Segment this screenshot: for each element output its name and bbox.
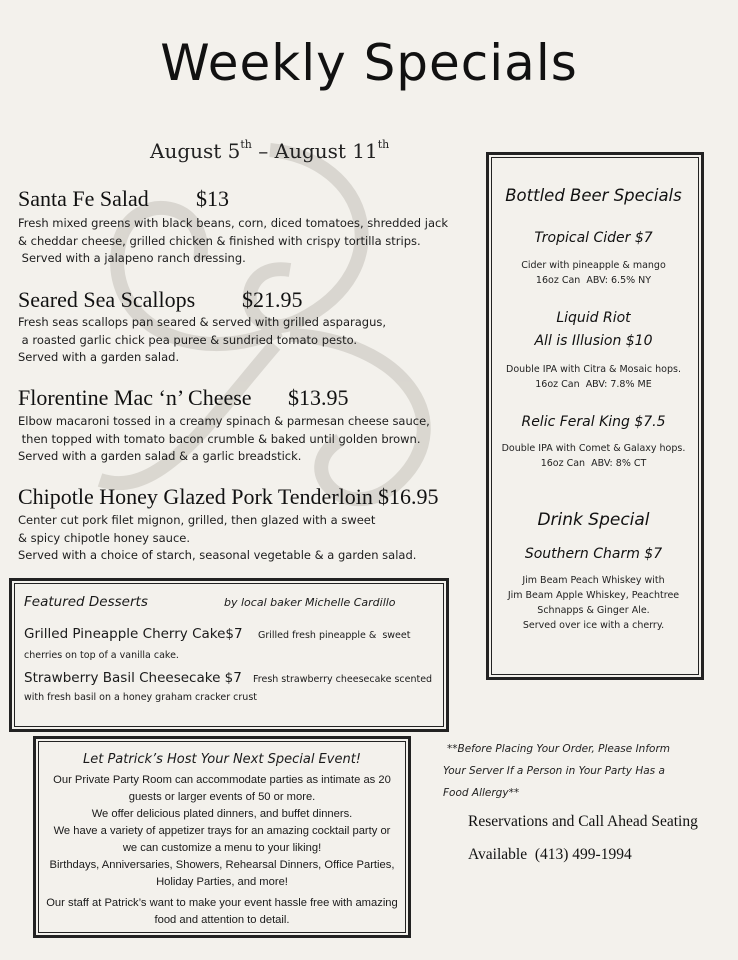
event-line: Holiday Parties, and more!: [156, 876, 288, 888]
event-line: Our Private Party Room can accommodate parties as intimate as 20: [53, 774, 391, 786]
dessert-name: Strawberry Basil Cheesecake $7: [24, 670, 242, 686]
entree-name: Florentine Mac ‘n’ Cheese: [18, 385, 252, 410]
detail-line: Schnapps & Ginger Ale.: [537, 605, 650, 616]
dessert-desc: Fresh strawberry cheesecake scented: [253, 674, 433, 685]
event-line: Our staff at Patrick’s want to make your event hassle free with amazing: [46, 897, 398, 909]
entree-description: [18, 215, 468, 268]
reservations-phone: Available (413) 499-1994: [468, 846, 632, 863]
entree-price: $16.95: [378, 484, 439, 509]
desserts-title: Featured Desserts: [24, 594, 148, 610]
date-start: August 5: [150, 139, 241, 163]
desc-line: Elbow macaroni tossed in a creamy spinach & parmesan cheese sauce,: [18, 414, 430, 428]
note-line: Your Server If a Person in Your Party Has a: [443, 765, 665, 777]
detail-line: Jim Beam Peach Whiskey with: [522, 575, 665, 586]
drink-special-name: Southern Charm $7: [524, 546, 663, 562]
note-line: **Before Placing Your Order, Please Inform: [447, 743, 670, 755]
beer-specials-title: Bottled Beer Specials: [505, 186, 682, 205]
dessert-name: Grilled Pineapple Cherry Cake$7: [24, 626, 243, 642]
desc-line: Served with a jalapeno ranch dressing.: [18, 251, 246, 265]
entree-price: $13.95: [288, 385, 349, 410]
event-line: Birthdays, Anniversaries, Showers, Rehearsal Dinners, Office Parties,: [49, 859, 395, 871]
entree-name: Santa Fe Salad: [18, 186, 149, 211]
desc-line: Served with a garden salad.: [18, 350, 180, 364]
desc-line: Fresh mixed greens with black beans, corn, diced tomatoes, shredded jack: [18, 216, 448, 230]
date-range: [150, 138, 389, 163]
detail-line: 16oz Can ABV: 7.8% ME: [535, 379, 652, 390]
dessert-desc: Grilled fresh pineapple & sweet: [258, 630, 411, 641]
entree-name: Chipotle Honey Glazed Pork Tenderloin: [18, 484, 373, 509]
event-description: [33, 772, 411, 929]
event-title: Let Patrick’s Host Your Next Special Event!: [82, 752, 362, 767]
beer-item-name: Liquid Riot: [556, 310, 631, 326]
reservations-line: Reservations and Call Ahead Seating: [468, 813, 698, 830]
date-dash: –: [251, 139, 275, 163]
beer-item-name: Tropical Cider $7: [534, 230, 653, 246]
date-end: August 11: [274, 139, 378, 163]
desc-line: then topped with tomato bacon crumble & baked until golden brown.: [18, 431, 421, 446]
event-line: we can customize a menu to your liking!: [122, 842, 322, 854]
beer-item-name: Relic Feral King $7.5: [521, 414, 666, 430]
detail-line: Double IPA with Comet & Galaxy hops.: [501, 443, 686, 454]
entree-description: [18, 512, 468, 565]
event-line: food and attention to detail.: [154, 914, 290, 926]
event-line: We have a variety of appetizer trays for an amazing cocktail party or: [53, 825, 391, 837]
beer-item-details: [486, 362, 701, 392]
event-line: guests or larger events of 50 or more.: [128, 791, 316, 803]
event-line: We offer delicious plated dinners, and buffet dinners.: [91, 808, 353, 820]
detail-line: Cider with pineapple & mango: [521, 260, 666, 271]
allergy-note: [443, 738, 733, 804]
beer-item-details: [486, 258, 701, 288]
entree-price: $13: [196, 186, 229, 211]
date-end-suffix: th: [377, 138, 390, 151]
note-line: Food Allergy**: [443, 787, 520, 799]
beer-item-details: [486, 441, 701, 471]
dessert-desc: with fresh basil on a honey graham cracker crust: [24, 692, 257, 703]
desc-line: & spicy chipotle honey sauce.: [18, 530, 191, 545]
beer-item-name-2: All is Illusion $10: [534, 333, 653, 349]
desc-line: Served with a garden salad & a garlic breadstick.: [18, 449, 302, 463]
detail-line: Double IPA with Citra & Mosaic hops.: [506, 364, 681, 375]
drink-special-details: [486, 573, 701, 633]
desc-line: Served with a choice of starch, seasonal vegetable & a garden salad.: [18, 548, 417, 562]
dessert-desc: cherries on top of a vanilla cake.: [24, 650, 179, 661]
entree-name: Seared Sea Scallops: [18, 287, 196, 312]
entree-description: [18, 314, 468, 367]
desc-line: & cheddar cheese, grilled chicken & finished with crispy tortilla strips.: [18, 233, 421, 248]
desc-line: Fresh seas scallops pan seared & served with grilled asparagus,: [18, 315, 387, 329]
date-start-suffix: th: [240, 138, 252, 151]
desc-line: Center cut pork filet mignon, grilled, then glazed with a sweet: [18, 513, 376, 527]
desc-line: a roasted garlic chick pea puree & sundried tomato pesto.: [18, 332, 358, 347]
detail-line: 16oz Can ABV: 6.5% NY: [535, 275, 652, 286]
page-title: Weekly Specials: [160, 34, 578, 92]
detail-line: Served over ice with a cherry.: [522, 620, 665, 631]
drink-special-title: Drink Special: [537, 510, 650, 530]
entree-description: [18, 413, 468, 466]
detail-line: 16oz Can ABV: 8% CT: [540, 458, 647, 469]
detail-line: Jim Beam Apple Whiskey, Peachtree: [507, 590, 680, 601]
desserts-byline: by local baker Michelle Cardillo: [224, 596, 396, 609]
entree-price: $21.95: [242, 287, 303, 312]
